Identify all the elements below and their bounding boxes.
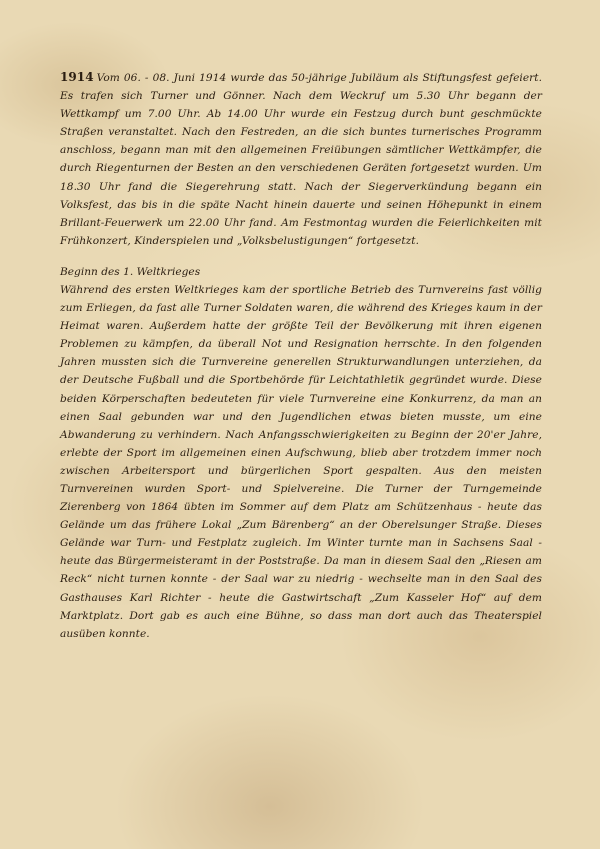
section-heading-ww1: Beginn des 1. Weltkrieges [60,265,201,278]
paragraph-1914-text: Vom 06. - 08. Juni 1914 wurde das 50-jährige Jubiläum als Stiftungsfest gefeiert. Es trafen sich Turner und Gönner. Nach dem Weckruf um 5.30 Uhr begann der Wettkampf um 7.00 Uhr. Ab 14.00 Uhr wurde ein Festzug durch bunt geschmückte Straßen veranstaltet. Nach den Festreden, an die sich buntes turnerisches Programm anschloss, begann man mit den allgemeinen Freiübungen sämtlicher Wettkämpfer, die durch Riegenturnen der Besten an den verschiedenen Geräten fortgesetzt wurden. Um 18.30 Uhr fand die Siegerehrung statt. Nach der Siegerverkündung begann ein Volksfest, das bis in die späte Nacht hinein dauerte und seinen Höhepunkt in einem Brillant-Feuerwerk um 22.00 Uhr fand. Am Festmontag wurden die Feierlichkeiten mit Frühkonzert, Kinderspielen und „Volksbelustigungen“ fortgesetzt. [60,72,542,247]
paragraph-1914 [60,68,542,250]
text-block [60,68,542,643]
year-label: 1914 [60,70,94,84]
paragraph-ww1: Während des ersten Weltkrieges kam der sportliche Betrieb des Turnvereins fast völlig zum Erliegen, da fast alle Turner Soldaten waren, die während des Krieges kaum in der Heimat waren. Außerdem hatte der größte Teil der Bevölkerung mit ihren eigenen Problemen zu kämpfen, da überall Not und Resignation herrschte. In den folgenden Jahren mussten sich die Turnvereine generellen Strukturwandlungen unterziehen, da der Deutsche Fußball und die Sportbehörde für Leichtathletik gegründet wurde. Diese beiden Körperschaften bedeuteten für viele Turnvereine eine Konkurrenz, da man an einen Saal gebunden war und den Jugendlichen etwas bieten musste, um eine Abwanderung zu verhindern. Nach Anfangsschwierigkeiten zu Beginn der 20'er Jahre, erlebte der Sport im allgemeinen einen Aufschwung, blieb aber trotzdem immer noch zwischen Arbeitersport und bürgerlichen Sport gespalten. Aus den meisten Turnvereinen wurden Sport- und Spielvereine. Die Turner der Turngemeinde Zierenberg von 1864 übten im Sommer auf dem Platz am Schützenhaus - heute das Gelände um das frühere Lokal „Zum Bärenberg“ an der Oberelsunger Straße. Dieses Gelände war Turn- und Festplatz zugleich. Im Winter turnte man in Sachsens Saal - heute das Bürgermeisteramt in der Poststraße. Da man in diesem Saal den „Riesen am Reck“ nicht turnen konnte - der Saal war zu niedrig - wechselte man in den Saal des Gasthauses Karl Richter - heute die Gastwirtschaft „Zum Kasseler Hof“ auf dem Marktplatz. Dort gab es auch eine Bühne, so dass man dort auch das Theaterspiel ausüben konnte. [60,283,542,640]
